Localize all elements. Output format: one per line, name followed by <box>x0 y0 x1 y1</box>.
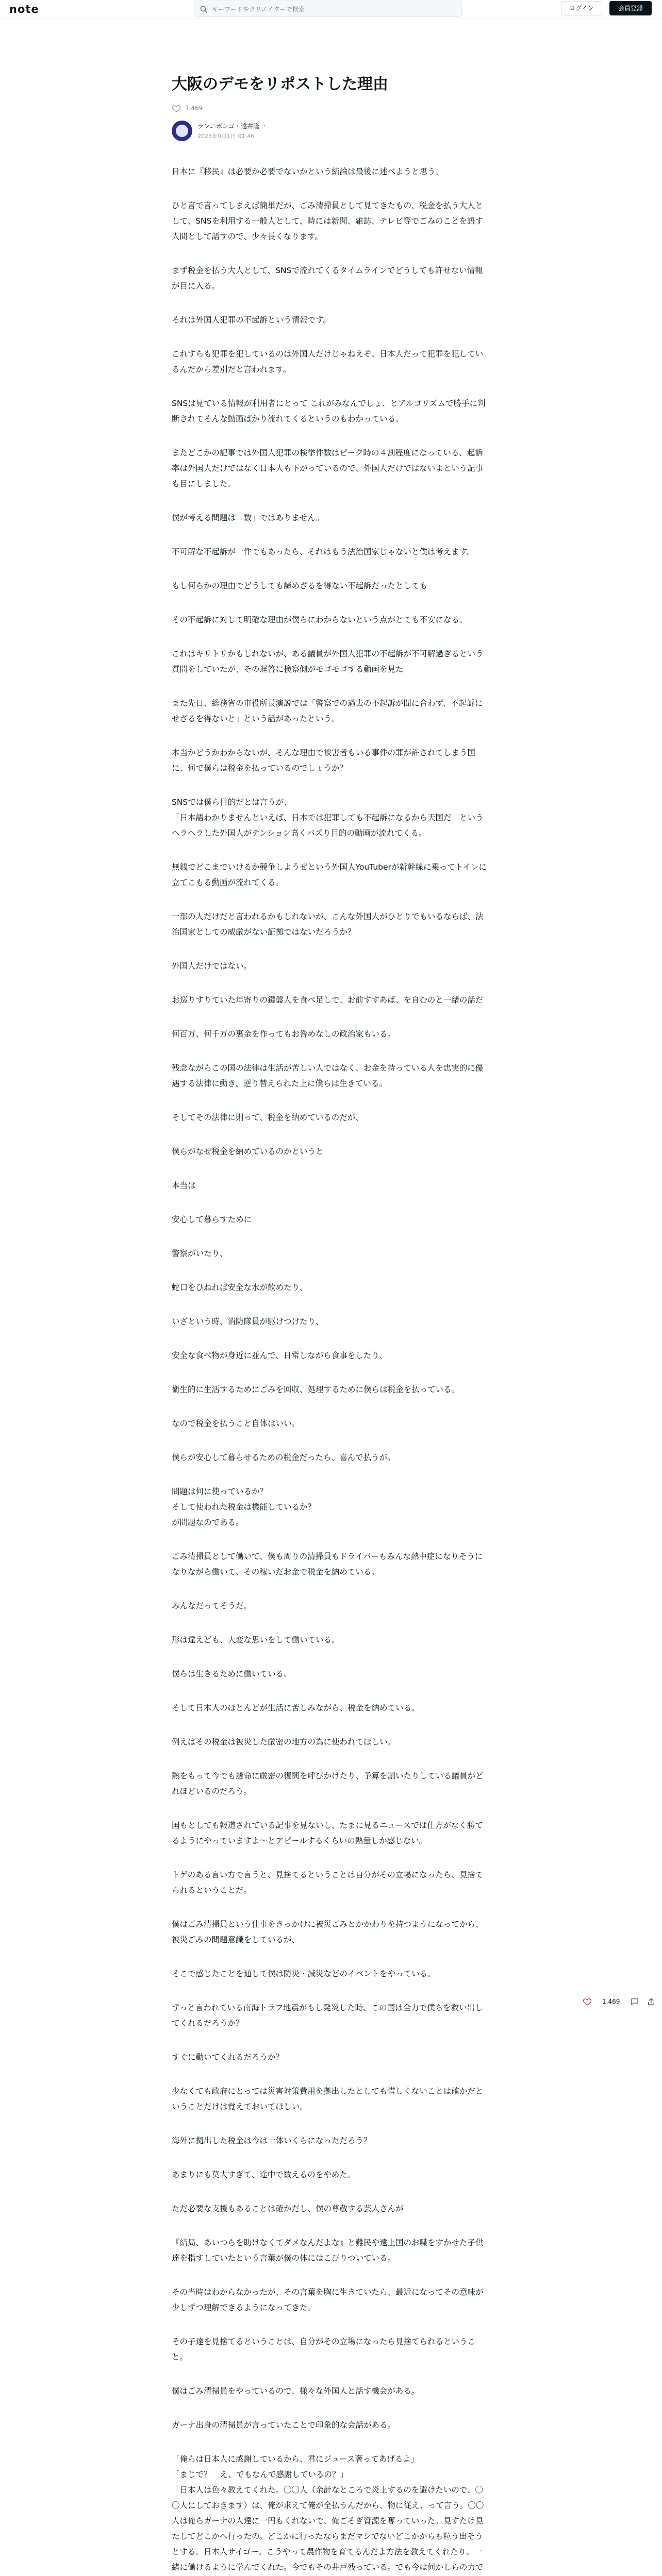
article-paragraph: あまりにも莫大すぎて、途中で数えるのをやめた。 <box>172 2170 356 2179</box>
heart-icon[interactable] <box>583 1997 592 2006</box>
register-button[interactable]: 会員登録 <box>609 1 652 15</box>
article-paragraph: これはキリトリかもしれないが、ある議員が外国人犯罪の不起訴が不可解過ぎるという質問をしていたが、その遅答に検察側がモゴモゴする動画を見た <box>172 649 484 674</box>
note-logo[interactable]: note <box>9 3 39 15</box>
article-paragraph: それは外国人犯罪の不起訴という情報です。 <box>172 315 331 325</box>
article-paragraph: その当時はわからなかったが、その言葉を胸に生きていたら、最近になってその意味が少しずつ理解できるようになってきた。 <box>172 2287 484 2312</box>
author-name[interactable]: ランニボンゴ・遠井隆一 <box>197 123 266 130</box>
article-paragraph: まず税金を払う大人として、SNSで流れてくるタイムラインでどうしても許せない情報が目に入る。 <box>172 266 483 291</box>
article-paragraph: そして日本人のほとんどが生活に苦しみながら、税金を納めている。 <box>172 1703 420 1713</box>
article-paragraph: SNSは見ている情報が利用者にとって これがみなんでしょ、とアルゴリズムで勝手に判断されてそんな動画ばかり流れてくるというのもわかっている。 <box>172 399 486 423</box>
article-paragraph: SNSでは僕ら目的だとは言うが、 「日本語わかりませんといえば、日本では犯罪しても不起訴になるから天国だ」というヘラヘラした外国人がテンション高くバズり目的の動画が流れてくる。 <box>172 798 484 838</box>
article-paragraph: またどこかの記事では外国人犯罪の検挙件数はピーク時の４割程度になっている、起訴率は外国人だけではなく日本人も下がっているので、外国人だけではないよという記事も目にしました。 <box>172 448 484 488</box>
article-paragraph: 警察がいたり、 <box>172 1249 228 1258</box>
article-paragraph: 僕はごみ清掃員をやっているので、様々な外国人と話す機会がある。 <box>172 2386 420 2396</box>
article-paragraph: すぐに動いてくれるだろうか？ <box>172 2053 284 2062</box>
article-paragraph: 僕らがなぜ税金を納めているのかというと <box>172 1147 324 1156</box>
share-icon[interactable] <box>647 1997 656 2006</box>
article-paragraph: 例えばその税金は被災した厳密の地方の為に使われてほしい。 <box>172 1737 396 1747</box>
article-paragraph: また先日、総務省の市役所長演説では「警察での過去の不起訴が間に合わず、不起訴にせざるを得ないと」という話があったという。 <box>172 699 483 723</box>
author-block[interactable] <box>172 121 490 141</box>
article-paragraph: 少なくても政府にとっては災害対策費用を拠出したとしても惜しくないことは確かだということだけは覚えておいてほしい。 <box>172 2087 484 2111</box>
side-like-count: 1,469 <box>602 1998 620 2005</box>
like-row <box>172 102 490 114</box>
floating-actions <box>583 1997 662 2006</box>
article-paragraph: そしてその法律に則って、税金を納めているのだが、 <box>172 1113 363 1122</box>
article-paragraph: その子達を見捨てるということは、自分がその立場になったら見捨てられるということ。 <box>172 2337 476 2362</box>
article-paragraph: 残念ながらこの国の法律は生活が苦しい人ではなく、お金を持っている人を忠実的に優遇する法律に動き、逆り替えられた上に僕らは生きている。 <box>172 1063 484 1088</box>
search-box[interactable] <box>194 1 462 17</box>
article-paragraph: 『結局、あいつらを助けなくてダメなんだよな』と難民や遠上国のお喋をすかせた子供達を指すしていたという言葉が僕の体にはこびりついている。 <box>172 2238 484 2263</box>
article-paragraph: 安心して暮らすために <box>172 1215 252 1224</box>
article-paragraph: ただ必要な支援もあることは確かだし、僕の尊敬する芸人さんが <box>172 2204 404 2213</box>
article-paragraph: いざという時、消防隊員が駆けつけたり、 <box>172 1317 324 1326</box>
article-paragraph: その不起訴に対して明確な理由が僕らにわからないという点がとても不安になる。 <box>172 615 468 624</box>
article-paragraph: ずっと言われている南海トラフ地震がもし発災した時、この国は全力で僕らを救い出してくれるだろうか？ <box>172 2003 483 2028</box>
article-paragraph: 不可解な不起訴が一件でもあったら、それはもう法治国家じゃないと僕は考えます。 <box>172 547 475 556</box>
article-paragraph: お巡りすりていた年寄りの鍵盤人を食べ足しで、お前すすあば、を自むのと一緒の話だ <box>172 995 484 1005</box>
article-paragraph: 形は違えども、大変な思いをして働いている。 <box>172 1635 340 1645</box>
article-paragraph: ごみ清掃員として働いて、僕も周りの清掃員もドライバーもみんな熱中症になりそうになりながら働いて、その稼いだお金で税金を納めている。 <box>172 1552 483 1577</box>
like-count: 1,469 <box>185 105 203 112</box>
article-paragraph: これすらも犯罪を犯しているのは外国人だけじゃねえぞ、日本人だって犯罪を犯しているんだから差別だと言われます。 <box>172 349 484 374</box>
article-paragraph: もし何らかの理由でどうしても諦めざるを得ない不起訴だったとしても <box>172 581 428 590</box>
article-paragraph: そこで感じたことを通して僕は防災・減災などのイベントをやっている。 <box>172 1969 436 1978</box>
article-paragraph: 蛇口をひねれば安全な水が飲めたり、 <box>172 1283 308 1292</box>
article-paragraph: 日本に『移民』は必要か必要でないかという結論は最後に述べようと思う。 <box>172 167 444 176</box>
article <box>172 73 490 2576</box>
article-paragraph: 一部の人だけだと言われるかもしれないが、こんな外国人がひとりでもいるならば、法治国家としての威厳がない証拠ではないだろうか？ <box>172 912 484 937</box>
heart-icon[interactable] <box>172 104 181 113</box>
article-paragraph: 「俺らは日本人に感謝しているから、君にジュース奢ってあげるよ」 「まじで？ え、でもなんで感謝しているの？」 「日本人は色々教えてくれた。〇〇人（余計なところで炎上するのを避けたいので、〇〇人にしておきます）は、俺が求えて俺が全払うんだから、物に従え、って言う。〇〇人は俺らガーナの人達に一円もくれないで、俺ごそぎ資源を奪っていった。見すたけ見たしてどこかへ行ったの。どこかに行ったならまだマシでないどこかからも粒う出そうとする。日本人サイゴー。こうやって農作物を育てるんだよ方法を教えてくれたり、一緒に働けるように学んでくれた。今でもその井戸残っている。でも今は何かしらの力で <box>172 2454 484 2572</box>
article-paragraph: トゲのある言い方で言うと、見捨てるということは自分がその立場になったら、見捨てられるということだ。 <box>172 1870 484 1895</box>
search-icon <box>200 5 208 13</box>
article-paragraph: 何百万、何千万の裏金を作ってもお咎めなしの政治家もいる。 <box>172 1029 396 1039</box>
article-paragraph: 僕が考える問題は「数」ではありません。 <box>172 513 324 522</box>
publish-date: 2025年9月1日 01:46 <box>197 133 255 140</box>
article-paragraph: 本当は <box>172 1181 196 1190</box>
article-paragraph: 熱をもって今でも懸命に厳密の復興を呼びかけたり、予算を割いたりしている議員がどれほどいるのだろう。 <box>172 1771 484 1796</box>
article-paragraph: 外国人だけではない。 <box>172 961 252 971</box>
avatar[interactable] <box>172 121 192 141</box>
article-paragraph: 国もとしても報道されている記事を見ないし、たまに見るニュースでは仕方がなく勝てるようにやっていますよ～とアピールするくらいの熱量しか感じない。 <box>172 1821 483 1845</box>
article-paragraph: 僕らは生きるために働いている。 <box>172 1669 292 1679</box>
article-paragraph: 海外に拠出した税金は今は一体いくらになっただろう？ <box>172 2136 372 2145</box>
article-paragraph: 僕はごみ清掃員という仕事をきっかけに被災ごみとかかわりを持つようになってから、被災ごみの問題意識をしているが、 <box>172 1920 484 1944</box>
article-paragraph: なので税金を払うこと自体はいい。 <box>172 1419 300 1428</box>
site-header <box>0 0 662 19</box>
article-paragraph: 本当かどうかわからないが、そんな理由で被害者もいる事件の罪が許されてしまう国に、何で僕らは税金を払っているのでしょうか？ <box>172 748 476 773</box>
article-paragraph: 僕らが安心して暮らせるための税金だったら、喜んで払うが。 <box>172 1453 395 1462</box>
article-paragraph: 安全な食べ物が身近に並んで、日常しながら食事をしたり、 <box>172 1351 388 1360</box>
article-title: 大阪のデモをリポストした理由 <box>172 75 388 93</box>
article-paragraph: 衛生的に生活するためにごみを回収、処理するために僕らは税金を払っている。 <box>172 1385 460 1394</box>
article-paragraph: ひと言で言ってしまえば簡単だが、ごみ清掃員として見てきたもの、税金を払う大人として、SNSを利用する一般人として、時には新聞、雑誌、テレビ等でごみのことを語す人間として語すので、少々長くなります。 <box>172 201 483 241</box>
comment-icon[interactable] <box>630 1997 639 2006</box>
article-paragraph: 問題は何に使っているか？ そして使われた税金は機能しているか？ が問題なのである。 <box>172 1487 316 1527</box>
article-body <box>172 164 490 2576</box>
search-input[interactable] <box>211 3 455 15</box>
article-paragraph: みんなだってそうだ。 <box>172 1601 252 1611</box>
login-button[interactable]: ログイン <box>561 1 602 15</box>
article-paragraph: ガーナ出身の清掃員が言っていたことで印象的な会話がある。 <box>172 2420 396 2430</box>
article-paragraph: 無銭でどこまでいけるか競争しようぜという外国人YouTuberが新幹線に乗ってトイレに立てこもる動画が流れてくる。 <box>172 862 487 887</box>
